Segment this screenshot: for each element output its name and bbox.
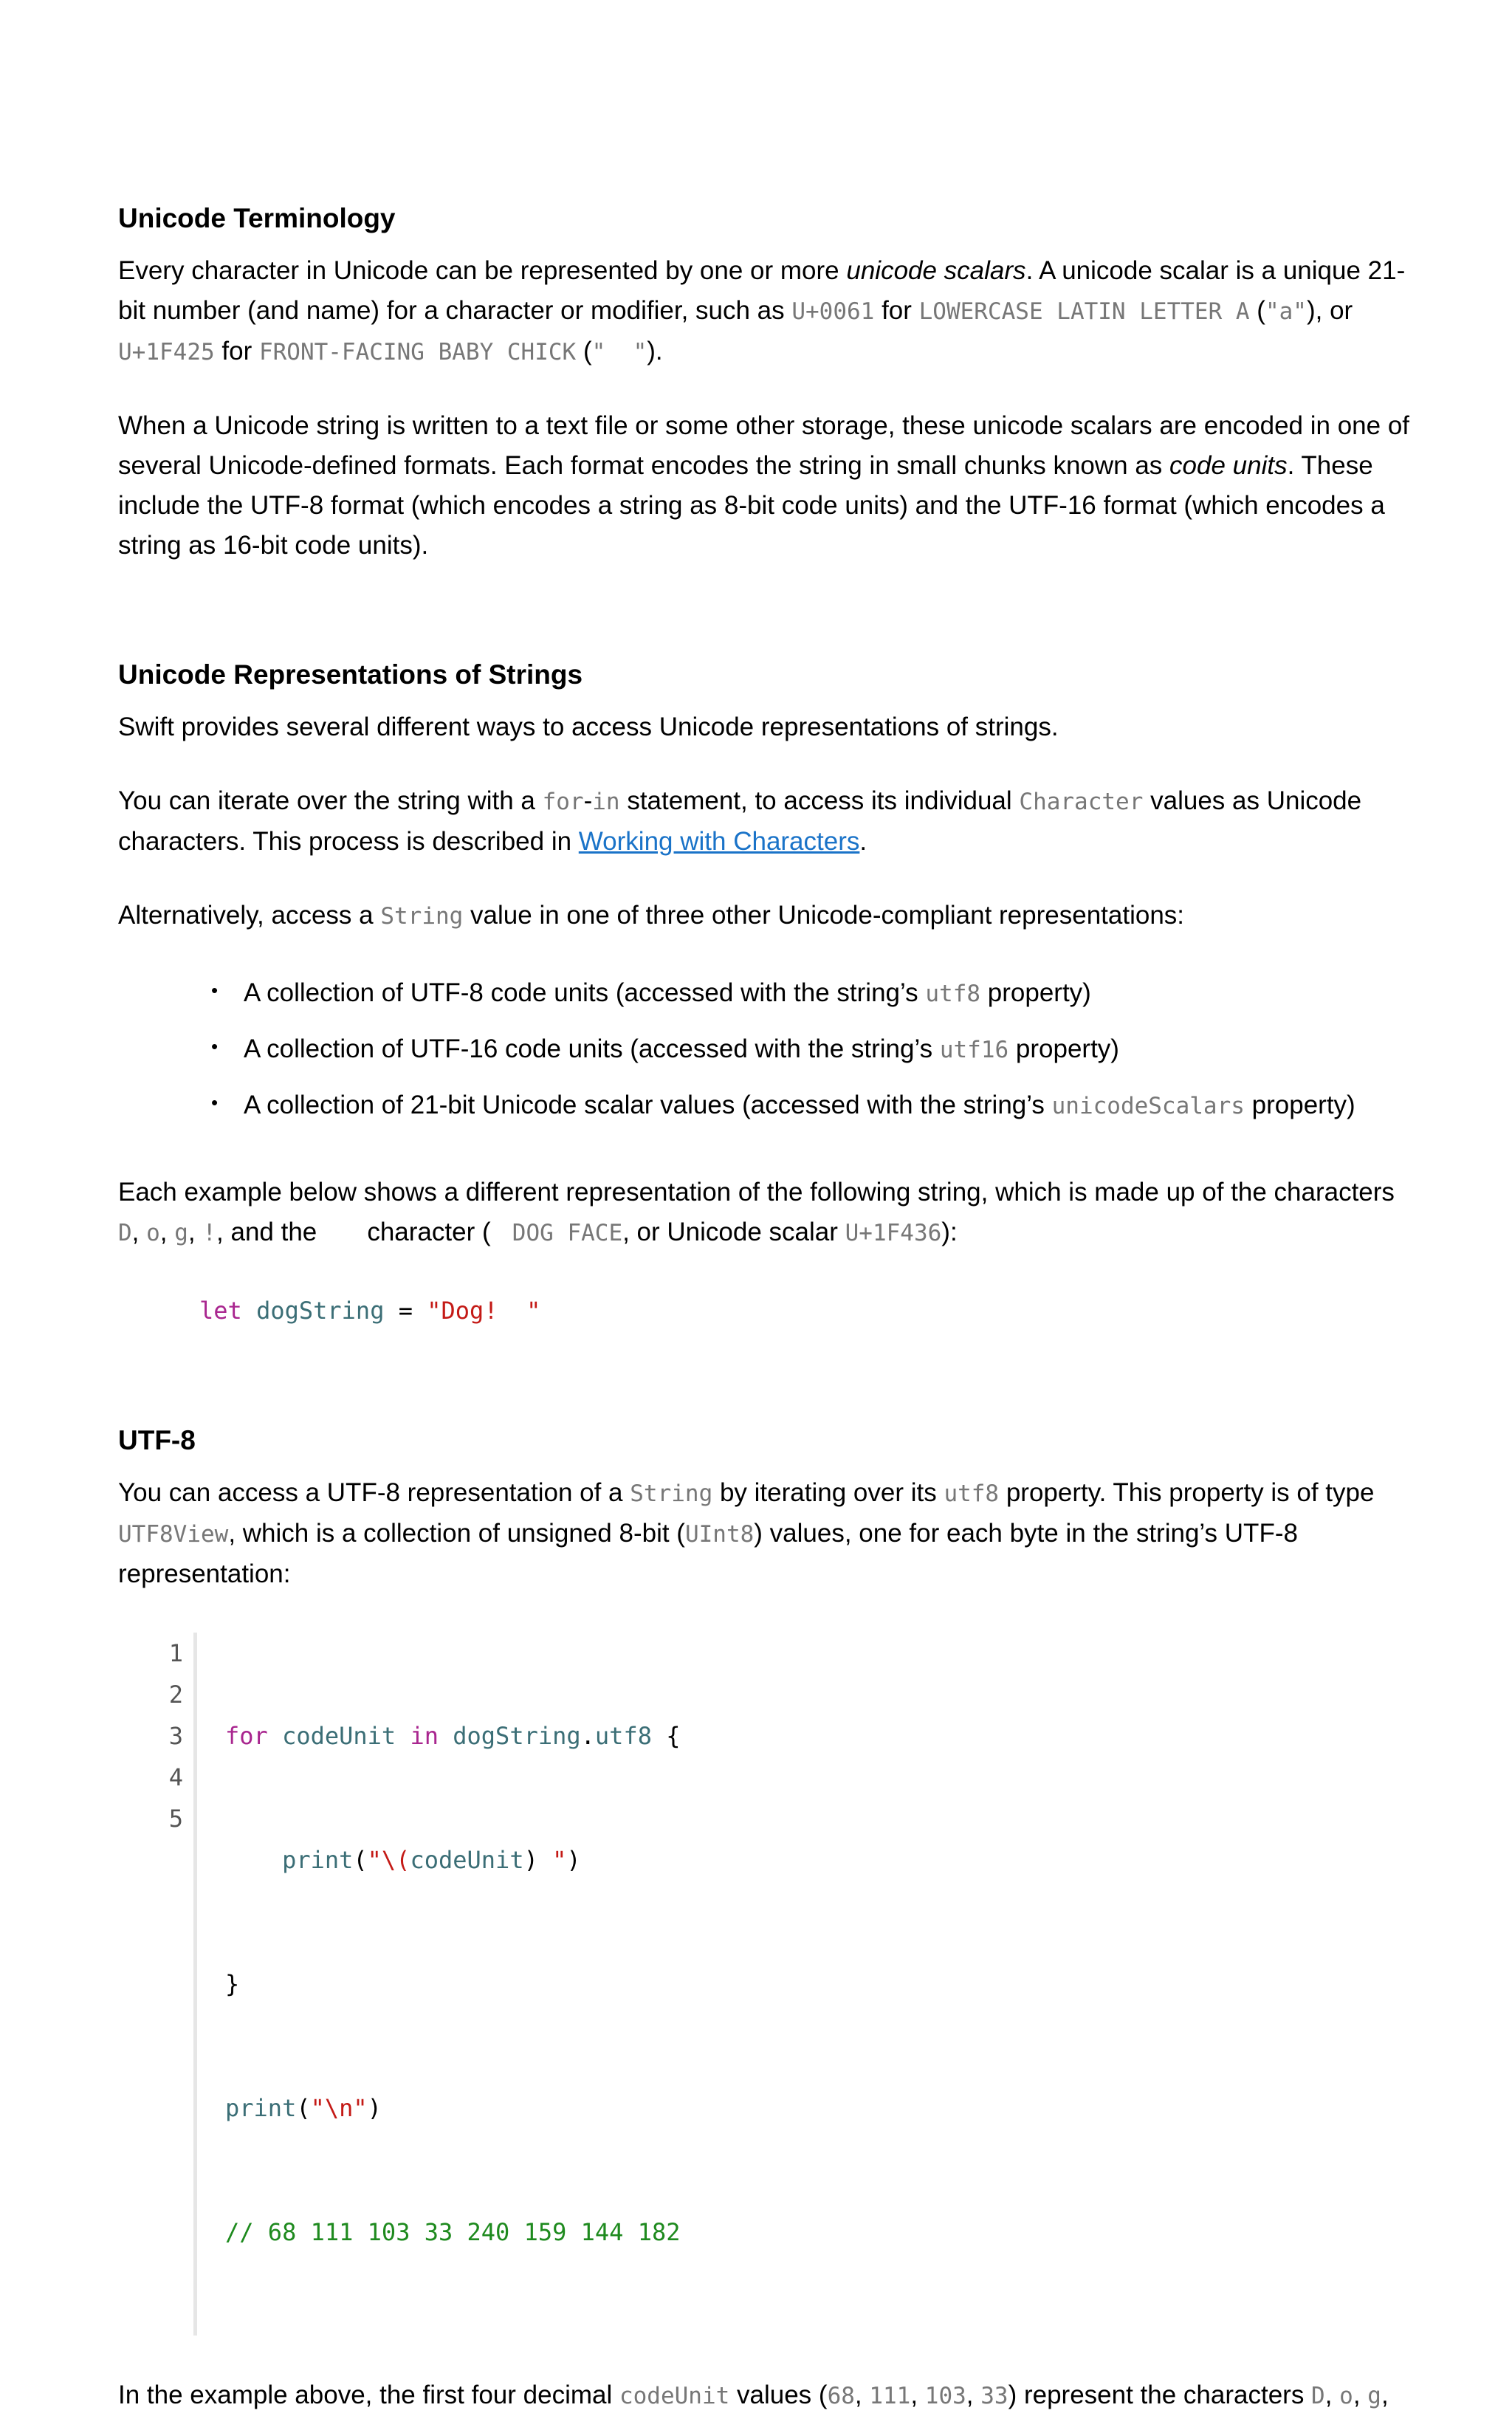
line-numbers: 1 2 3 4 5 [133,1633,197,2336]
terminology-paragraph-1: Every character in Unicode can be represented by one or more unicode scalars. A unicode scalar is a unique 21-bit number (and name) for a character or modifier, such as U+0061 for LOWERCASE LATIN LETTER A ("a"), or U+1F425 for FRONT-FACING BABY CHICK (" "). [118,256,1406,366]
code-line-3: } [225,1970,240,1998]
code-line-5: // 68 111 103 33 240 159 144 182 [225,2218,681,2246]
utf8-code-block [133,1633,1418,2336]
working-with-characters-link[interactable]: Working with Characters [578,827,860,856]
list-item: • A collection of UTF-8 code units (accessed with the string’s utf8 property) [244,973,1418,1014]
utf8-paragraph-1: You can access a UTF-8 representation of a String by iterating over its utf8 property. This property is of type UTF8View, which is a collection of unsigned 8-bit (UInt8) values, one for each byte in the string’s UTF-8 representation: [118,1478,1375,1588]
representations-paragraph-4: Each example below shows a different representation of the following string, which is made up of the characters D, o, g, !, and the character ( DOG FACE, or Unicode scalar U+1F436): [118,1178,1402,1246]
code-line-4: print("\n") [225,2094,382,2122]
utf8-paragraph-2: In the example above, the first four decimal codeUnit values (68, 111, 103, 33) represent the characters D, o, g, [118,2381,1389,2409]
list-item: • A collection of UTF-16 code units (accessed with the string’s utf16 property) [244,1029,1418,1070]
list-item: • A collection of 21-bit Unicode scalar values (accessed with the string’s unicodeScalars property) [244,1085,1418,1126]
representation-list [118,973,1418,1126]
terminology-paragraph-2: When a Unicode string is written to a text file or some other storage, these unicode scalars are encoded in one of several Unicode-defined formats. Each format encodes the string in small chunks known as code units. These include the UTF-8 format (which encodes a string as 8-bit code units) and the UTF-16 format (which encodes a string as 16-bit code units). [118,411,1410,560]
dogstring-code-snippet: let dogString = "Dog! " [199,1297,541,1325]
representations-paragraph-2: You can iterate over the string with a for-in statement, to access its individual Character values as Unicode characters. This process is described in Working with Characters. [118,786,1362,856]
code-lines [197,1633,681,2336]
representations-paragraph-1: Swift provides several different ways to access Unicode representations of strings. [118,713,1059,741]
section-heading-unicode-terminology: Unicode Terminology [118,203,396,233]
representations-paragraph-3: Alternatively, access a String value in one of three other Unicode-compliant representations: [118,901,1185,930]
section-heading-utf8: UTF-8 [118,1425,196,1455]
section-heading-unicode-representations: Unicode Representations of Strings [118,659,583,690]
code-line-1: for codeUnit in dogString.utf8 { [225,1722,681,1750]
code-line-2: print("\(codeUnit) ") [282,1846,581,1874]
document-page [118,199,1418,2416]
